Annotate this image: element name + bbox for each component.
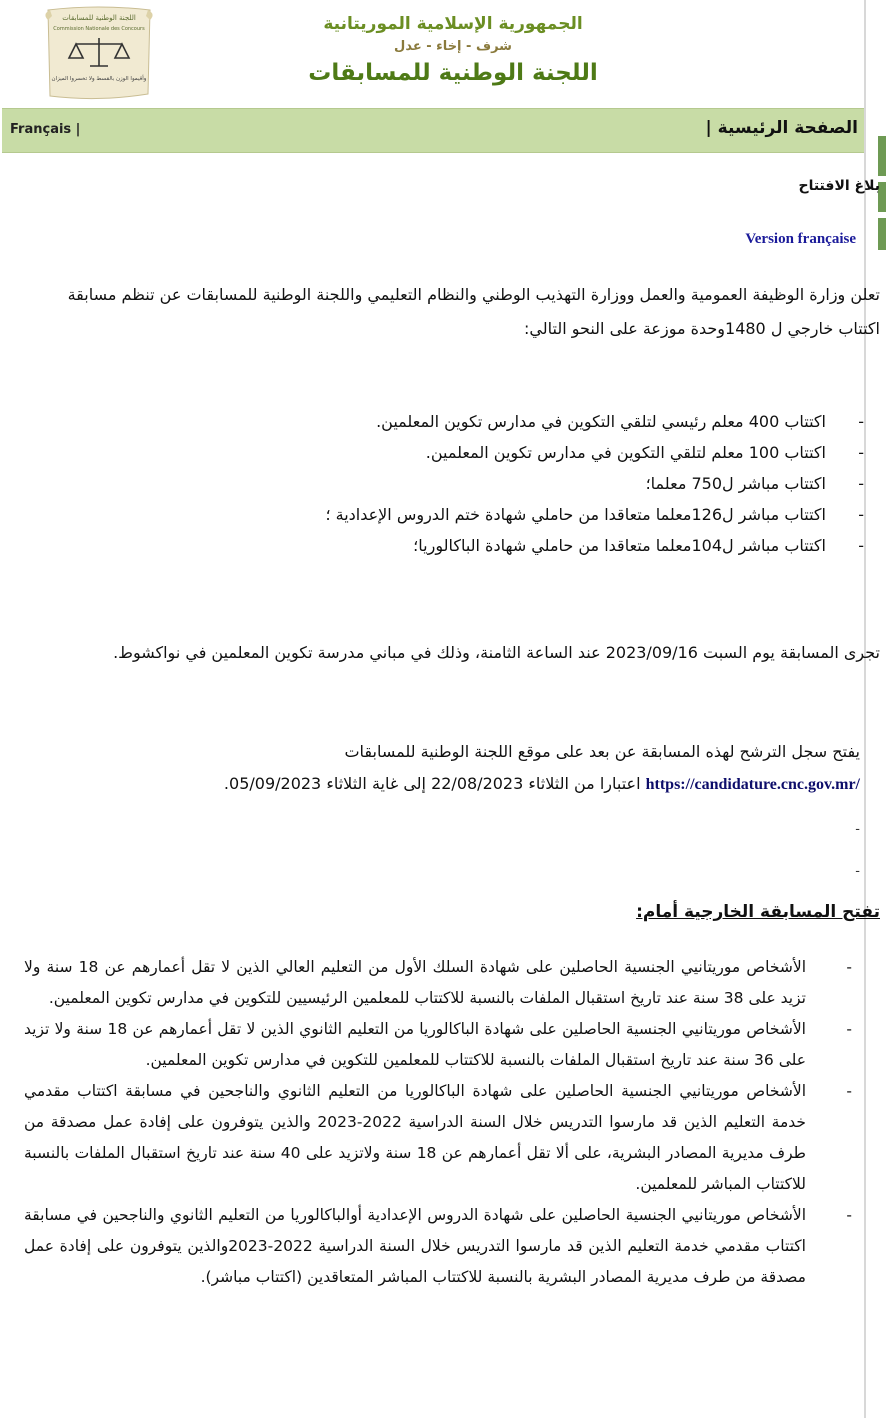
nav-french-link[interactable]: Français | — [10, 122, 81, 137]
separator-dash: - — [855, 864, 860, 879]
registration-info — [20, 736, 860, 801]
side-tab[interactable] — [878, 136, 886, 176]
header-titles — [238, 12, 668, 88]
positions-list — [64, 406, 864, 561]
registration-dates: اعتبارا من الثلاثاء 22/08/2023 إلى غاية الثلاثاء 05/09/2023. — [223, 774, 641, 793]
separator-dash: - — [855, 822, 860, 837]
side-tab[interactable] — [878, 218, 886, 250]
intro-paragraph: تعلن وزارة الوظيفة العمومية والعمل ووزارة التهذيب الوطني والنظام التعليمي واللجنة الوطنية للمسابقات عن تنظم مسابقة اكتتاب خارجي ل 1480وحدة موزعة على النحو التالي: — [67, 285, 880, 338]
list-item: - الأشخاص موريتانيي الجنسية الحاصلين على شهادة الباكالوريا من التعليم الثانوي الذين لا تقل أعمارهم عن 18 سنة ولا تزيد على 36 سنة عند تاريخ استقبال الملفات بالنسبة للاكتتاب للمعلمين للتكوين في مدارس تكوين المعلمين. — [24, 1014, 864, 1076]
list-item: - اكتتاب 100 معلم لتلقي التكوين في مدارس تكوين المعلمين. — [64, 437, 864, 468]
list-item: - اكتتاب مباشر ل126معلما متعاقدا من حاملي شهادة ختم الدروس الإعدادية ؛ — [64, 499, 864, 530]
list-item: - الأشخاص موريتانيي الجنسية الحاصلين على شهادة الدروس الإعدادية أوالباكالوريا من التعليم الثانوي والناجحين في مسابقة اكتتاب مقدمي خدمة التعليم الذين قد مارسوا التدريس خلال السنة الدراسية 2022-2023والذين يتوفرون على إفادة عمل مصدقة من طرف مديرية المصادر البشرية بالنسبة للاكتتاب المباشر المتعاقدين (اكتتاب مباشر). — [24, 1200, 864, 1293]
logo-text-ar: اللجنة الوطنية للمسابقات — [62, 14, 136, 22]
list-item: - الأشخاص موريتانيي الجنسية الحاصلين على شهادة الباكالوريا من التعليم الثانوي والناجحين في مسابقة اكتتاب مقدمي خدمة التعليم الذين قد مارسوا التدريس خلال السنة الدراسية 2022-2023 والذين يتوفرون على إفادة عمل مصدقة من طرف مديرية المصادر البشرية، على ألا تقل أعمارهم عن 18 سنة ولاتزيد على 40 سنة عند تاريخ استقبال الملفات بالنسبة للاكتتاب المباشر للمعلمين. — [24, 1076, 864, 1200]
nav-bar — [2, 108, 864, 153]
site-header — [0, 0, 864, 108]
commission-title: اللجنة الوطنية للمسابقات — [308, 60, 598, 86]
list-item: - الأشخاص موريتانيي الجنسية الحاصلين على شهادة السلك الأول من التعليم العالي الذين لا تقل أعمارهم عن 18 سنة ولا تزيد على 38 سنة عند تاريخ استقبال الملفات بالنسبة للاكتتاب للمعلمين الرئيسيين للتكوين في مدارس تكوين المعلمين. — [24, 952, 864, 1014]
nav-home-link[interactable]: الصفحة الرئيسية | — [705, 118, 858, 138]
side-tabs — [878, 136, 886, 256]
logo-text-fr: Commission Nationale des Concours — [53, 26, 145, 32]
eligibility-list — [24, 952, 864, 1293]
list-item: - اكتتاب مباشر ل104معلما متعاقدا من حاملي شهادة الباكالوريا؛ — [64, 530, 864, 561]
eligibility-heading: تفتح المسابقة الخارجية أمام: — [636, 902, 880, 922]
commission-logo[interactable] — [38, 4, 160, 102]
list-item: - اكتتاب مباشر ل750 معلما؛ — [64, 468, 864, 499]
right-border — [864, 0, 866, 1418]
exam-info: تجرى المسابقة يوم السبت 2023/09/16 عند الساعة الثامنة، وذلك في مباني مدرسة تكوين المعلمين في نواكشوط. — [113, 643, 880, 662]
french-version-link[interactable]: Version française — [745, 231, 856, 247]
announcement-title: بلاغ الافتتاح — [798, 178, 880, 194]
logo-motto: وأقيموا الوزن بالقسط ولا تخسروا الميزان — [51, 76, 147, 82]
list-item: - اكتتاب 400 معلم رئيسي لتلقي التكوين في مدارس تكوين المعلمين. — [64, 406, 864, 437]
national-motto: شرف - إخاء - عدل — [394, 39, 512, 54]
republic-title: الجمهورية الإسلامية الموريتانية — [323, 14, 583, 34]
registration-url-link[interactable]: https://candidature.cnc.gov.mr/ — [645, 776, 860, 793]
registration-text: يفتح سجل الترشح لهذه المسابقة عن بعد على موقع اللجنة الوطنية للمسابقات — [344, 742, 860, 761]
